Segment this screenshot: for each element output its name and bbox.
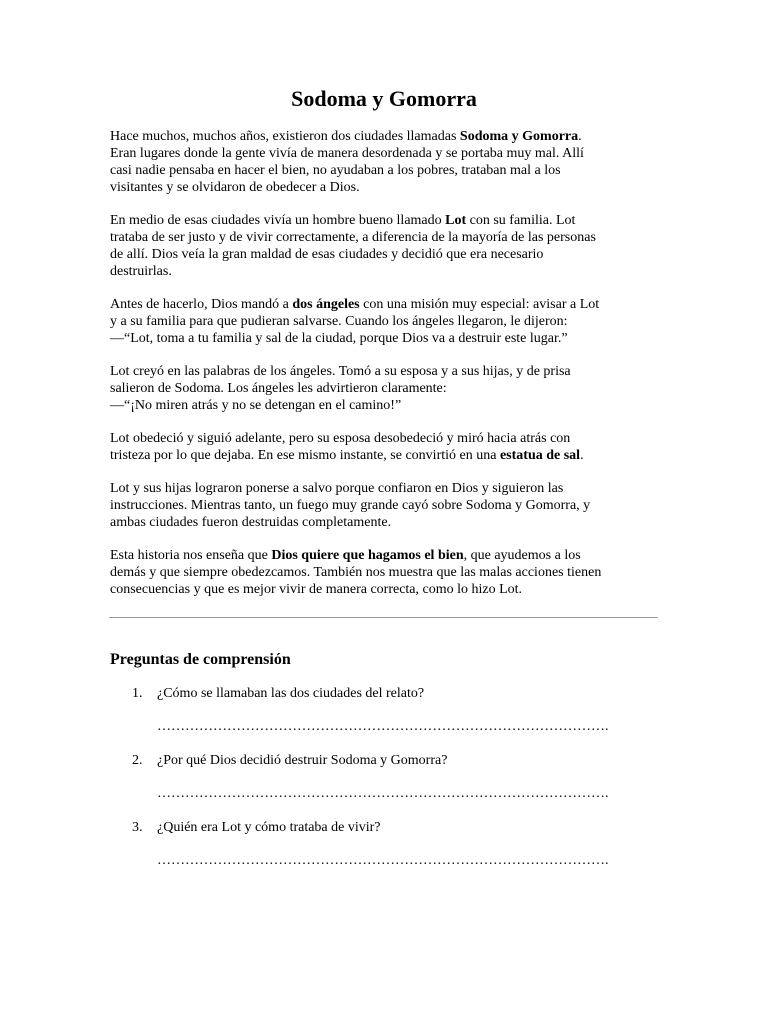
story-body (110, 128, 658, 614)
question-text: ¿Por qué Dios decidió destruir Sodoma y Gomorra? (157, 753, 448, 768)
text-line (110, 497, 658, 514)
text-run: destruirlas. (110, 264, 172, 279)
bold-text: estatua de sal (499, 448, 581, 463)
text-run: —“Lot, toma a tu familia y sal de la ciudad, porque Dios va a destruir este lugar.” (110, 331, 568, 346)
text-line (110, 229, 658, 246)
story-paragraph (110, 363, 658, 414)
answer-line[interactable]: ……………………………………………………………………………………. (157, 719, 609, 734)
answer-line[interactable]: ……………………………………………………………………………………. (157, 786, 609, 801)
bold-text: Sodoma y Gomorra (459, 129, 579, 144)
text-line (110, 128, 658, 145)
text-line (110, 447, 658, 464)
text-run: consecuencias y que es mejor vivir de manera correcta, como lo hizo Lot. (110, 582, 523, 597)
text-line (110, 313, 658, 330)
text-line (110, 581, 658, 598)
text-line (110, 514, 658, 531)
text-run: . (578, 129, 582, 144)
bold-text: dos ángeles (292, 297, 360, 312)
text-line (110, 162, 658, 179)
bold-text: Lot (445, 213, 467, 228)
text-line (110, 363, 658, 380)
text-run: En medio de esas ciudades vivía un hombre bueno llamado (110, 213, 446, 228)
questions-heading: Preguntas de comprensión (110, 651, 291, 668)
story-paragraph (110, 430, 658, 464)
text-run: visitantes y se olvidaron de obedecer a Dios. (110, 180, 360, 195)
question-item (110, 818, 670, 878)
text-line (110, 296, 658, 313)
text-line (110, 179, 658, 196)
question-number: 3. (132, 820, 143, 835)
text-run: y a su familia para que pudieran salvarse. Cuando los ángeles llegaron, le dijeron: (110, 314, 568, 329)
section-divider (109, 617, 658, 618)
text-run: —“¡No miren atrás y no se detengan en el camino!” (110, 398, 402, 413)
text-run: Lot y sus hijas lograron ponerse a salvo porque confiaron en Dios y siguieron las (110, 481, 564, 496)
text-run: con su familia. Lot (466, 213, 576, 228)
text-line (110, 430, 658, 447)
story-paragraph (110, 480, 658, 531)
text-run: de allí. Dios veía la gran maldad de esas ciudades y decidió que era necesario (110, 247, 544, 262)
text-run: . (580, 448, 584, 463)
text-run: Antes de hacerlo, Dios mandó a (110, 297, 293, 312)
text-run: Lot creyó en las palabras de los ángeles. Tomó a su esposa y a sus hijas, y de prisa (110, 364, 571, 379)
text-line (110, 547, 658, 564)
text-line (110, 246, 658, 263)
text-line (110, 397, 658, 414)
page-title: Sodoma y Gomorra (291, 86, 477, 111)
story-paragraph (110, 547, 658, 598)
text-run: , que ayudemos a los (463, 548, 581, 563)
bold-text: Dios quiere que hagamos el bien (271, 548, 464, 563)
text-line (110, 480, 658, 497)
text-run: instrucciones. Mientras tanto, un fuego muy grande cayó sobre Sodoma y Gomorra, y (110, 498, 591, 513)
text-run: Hace muchos, muchos años, existieron dos ciudades llamadas (110, 129, 460, 144)
text-run: demás y que siempre obedezcamos. También nos muestra que las malas acciones tienen (110, 565, 602, 580)
story-paragraph (110, 212, 658, 280)
question-item (110, 684, 670, 744)
story-paragraph (110, 128, 658, 196)
text-run: Esta historia nos enseña que (110, 548, 272, 563)
text-run: con una misión muy especial: avisar a Lot (359, 297, 600, 312)
text-run: ambas ciudades fueron destruidas completamente. (110, 515, 392, 530)
text-line (110, 330, 658, 347)
text-line (110, 263, 658, 280)
text-run: Lot obedeció y siguió adelante, pero su esposa desobedeció y miró hacia atrás con (110, 431, 571, 446)
text-run: Eran lugares donde la gente vivía de manera desordenada y se portaba muy mal. Allí (110, 146, 584, 161)
text-line (110, 212, 658, 229)
question-text: ¿Cómo se llamaban las dos ciudades del relato? (157, 686, 425, 701)
text-line (110, 380, 658, 397)
text-run: salieron de Sodoma. Los ángeles les advirtieron claramente: (110, 381, 447, 396)
text-run: tristeza por lo que dejaba. En ese mismo instante, se convirtió en una (110, 448, 500, 463)
question-number: 2. (132, 753, 143, 768)
question-number: 1. (132, 686, 143, 701)
answer-line[interactable]: ……………………………………………………………………………………. (157, 853, 609, 868)
text-line (110, 564, 658, 581)
text-run: trataba de ser justo y de vivir correctamente, a diferencia de la mayoría de las personas (110, 230, 596, 245)
text-run: casi nadie pensaba en hacer el bien, no ayudaban a los pobres, trataban mal a los (110, 163, 561, 178)
question-item (110, 751, 670, 811)
text-line (110, 145, 658, 162)
story-paragraph (110, 296, 658, 347)
question-text: ¿Quién era Lot y cómo trataba de vivir? (157, 820, 381, 835)
